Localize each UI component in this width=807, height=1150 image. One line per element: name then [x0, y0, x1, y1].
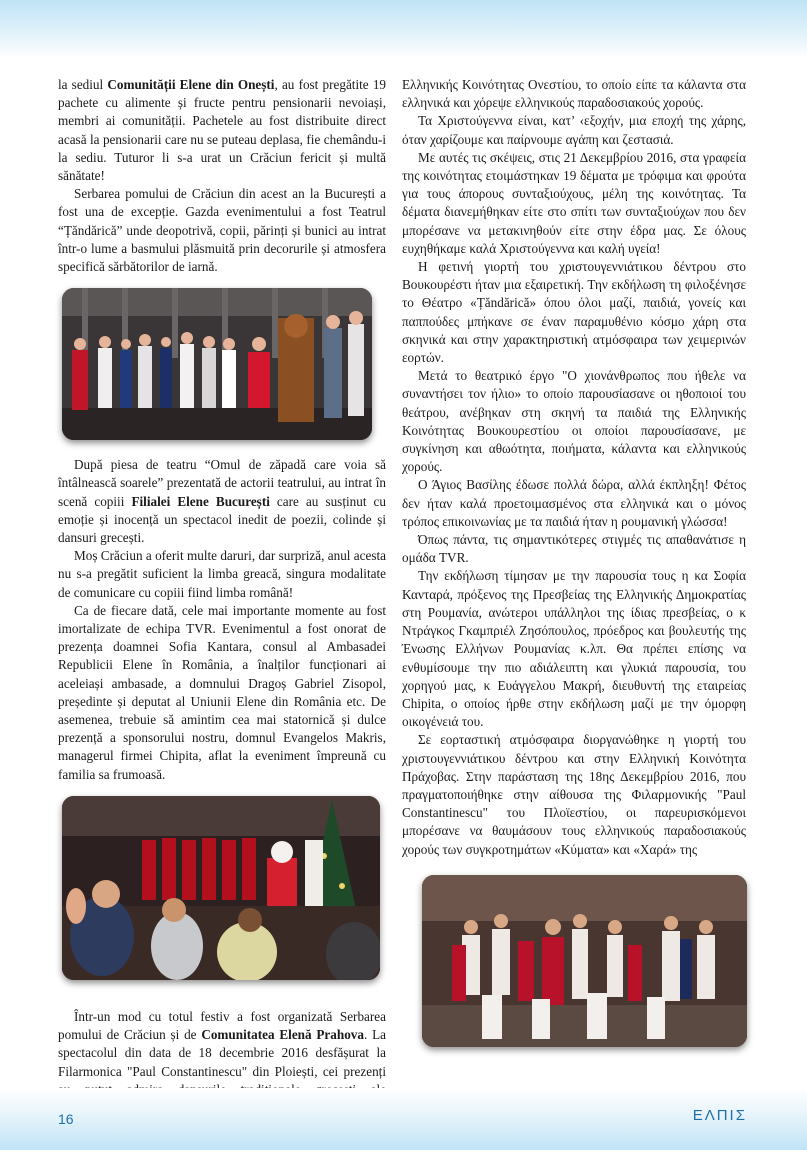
- paragraph: Μετά το θεατρικό έργο "Ο χιονάνθρωπος που ήθελε να συναντήσει τον ήλιο» το οποίο παρουσίασανε οι ηθοποιοί του θεάτρου, ανέβηκαν στη σκηνή τα παιδιά της Ελληνικής Κοινότητας Βουκουρεστίου οι οποίοι παρουσίασανε, με συγκίνηση και αθωότητα, ποιήματα, κάλαντα και ελληνικούς χορούς.: [402, 368, 746, 475]
- paragraph: Τα Χριστούγεννα είναι, κατ’ ‹εξοχήν, μια εποχή της χάρης, όταν χαρίζουμε και παίρνουμε αγάπη και ζεστασιά.: [402, 113, 746, 147]
- paragraph: la sediul Comunității Elene din Onești, au fost pregătite 19 pachete cu alimente și fructe pentru pensionarii nevoiași, membri ai comunității. Pachetele au fost distribuite direct acasă la pensionarii care nu se puteau deplasa, fie chemându-i la sediu. Tuturor li s-a urat un Crăciun fericit și multă sănătate!: [58, 77, 387, 184]
- right-column: [402, 76, 746, 1047]
- photo-theatre-stage-children: [62, 288, 372, 440]
- community-name-prahova: Comunitatea Elenă Prahova: [201, 1027, 364, 1043]
- page-number: 16: [58, 1111, 74, 1127]
- community-name-onesti: Comunității Elene din Onești: [107, 77, 275, 92]
- paragraph: Ελληνικής Κοινότητας Ονεστίου, το οποίο είπε τα κάλαντα στα ελληνικά και χόρεψε ελληνικούς παραδοσιακούς χορούς.: [402, 77, 746, 111]
- paragraph: Η φετινή γιορτή του χριστουγεννιάτικου δέντρου στο Βουκουρέστι ήταν μια εξαιρετική. Την εκδήλωση τη φιλοξένησε το Θέατρο «Țăndărică» όπου όλοι μαζί, παιδιά, γονείς και παππούδες μπήκανε σε έναν παραμυθένιο κόσμο χάρη στα σκηνικά και στην χαρακτηριστική ατμόσφαιρα των χειμερινών εορτών.: [402, 259, 746, 366]
- paragraph: Ca de fiecare dată, cele mai importante momente au fost imortalizate de echipa TVR. Evenimentul a fost onorat de prezența doamnei Sofia Kantara, consul al Ambasadei Republicii Elene în România, a înalților funcționari ai aceleiași ambasade, a domnului Dragoș Gabriel Zisopol, președinte și deputat al Uniunii Elene din România etc. De asemenea, trebuie să amintim cea mai statornică și dulce prezență a sponsorului nostru, domnul Evangelos Makris, managerul firmei Chipita, aflat la eveniment împreună cu familia sa frumoasă.: [58, 602, 386, 782]
- paragraph: Ο Άγιος Βασίλης έδωσε πολλά δώρα, αλλά έκπληξη! Φέτος δεν ήταν καλά προετοιμασμένος στα ελληνικά και ο μόνος τρόπος επικοινωνίας με τα παιδιά ήταν η ρουμανική γλώσσα!: [402, 477, 746, 529]
- branch-name-bucharest: Filialei Elene București: [131, 493, 270, 509]
- header-gradient-band: [0, 0, 807, 58]
- paragraph: Με αυτές τις σκέψεις, στις 21 Δεκεμβρίου 2016, στα γραφεία της κοινότητας ετοιμάστηκαν 19 δέματα με τρόφιμα και φρούτα για τους άπορους συνταξιούχους, μέλη της κοινότητας. Τα δέματα διανεμήθηκαν είτε στο σπίτι των συνταξιούχων που δεν μπορέσανε να μετακινηθούν είτε στην έδρα μας. Σε όλους ευχηθήκαμε καλά Χριστούγεννα και καλή υγεία!: [402, 149, 746, 256]
- magazine-name: ΕΛΠΙΣ: [692, 1107, 747, 1124]
- left-column: [58, 76, 386, 1117]
- paragraph: Σε εορταστική ατμόσφαιρα διοργανώθηκε η γιορτή του χριστουγεννιάτικου δέντρου και στην Ελληνική Κοινότητα Πράχοβας. Στην παράσταση της 18ης Δεκεμβρίου 2016, που πραγματοποιήθηκε στην αίθουσα της Φιλαρμονικής "Paul Constantinescu" του Πλοϊεστίου, οι παρευρισκόμενοι μπορέσανε να θαυμάσουν τους ελληνικούς παραδοσιακούς χορούς των συγκροτημάτων «Κύματα» και «Χαρά» της: [402, 732, 746, 857]
- footer-gradient-band: [0, 1088, 807, 1150]
- paragraph: Într-un mod cu totul festiv a fost organizată Serbarea pomului de Crăciun și de Comunitatea Elenă Prahova. La spectacolul din data de 18 decembrie 2016 desfășurat la Filarmonica "Paul Constantinescu" din Ploiești, cei prezenți: [58, 1008, 386, 1079]
- paragraph: După piesa de teatru “Omul de zăpadă care voia să întâlnească soarele” prezentată de actorii teatrului, au intrat în scenă copiii Filialei Elene București care au susținut cu emoție și inocență un spectacol inedit de poezii, colinde și dansuri grecești.: [58, 457, 386, 546]
- paragraph: Όπως πάντα, τις σημαντικότερες στιγμές τις απαθανάτισε η ομάδα TVR.: [402, 532, 746, 566]
- paragraph: Serbarea pomului de Crăciun din acest an la București a fost una de excepție. Gazda evenimentului a fost Teatrul “Țăndărică” unde deopotrivă, copii, părinți și bunici au intrat într-o lume a basmului plăsmuită prin decorurile și atmosfera specifică sărbătorilor de iarnă.: [58, 186, 386, 275]
- paragraph: Moș Crăciun a oferit multe daruri, dar surpriză, anul acesta nu s-a pregătit suficient la limba greacă, singura modalitate de comunicare cu copiii fiind limba română!: [58, 548, 386, 600]
- paragraph: Την εκδήλωση τίμησαν με την παρουσία τους η κα Σοφία Κανταρά, πρόξενος της Πρεσβείας της Ελληνικής Δημοκρατίας στη Ρουμανία, ανώτεροι υπάλληλοι της ίδιας πρεσβείας, ο κ Ντράγκος Γκαμπριέλ Ζησόπουλος, πρόεδρος και βουλευτής της Ένωσης Ελλήνων Ρουμανίας κ.λπ. Θα πρέπει επίσης να ενθυμίσουμε την πιο αδιάλειπτη και γλυκιά παρουσία, του χορηγού μας, κ Ευάγγελου Μακρή, διευθυντή της εταιρείας Chipita, ο οποίος ήρθε στην εκδήλωση μαζί με την όμορφη οικογένειά του.: [402, 568, 746, 730]
- photo-greek-traditional-dancers: [422, 875, 747, 1047]
- photo-santa-with-children: [62, 796, 380, 980]
